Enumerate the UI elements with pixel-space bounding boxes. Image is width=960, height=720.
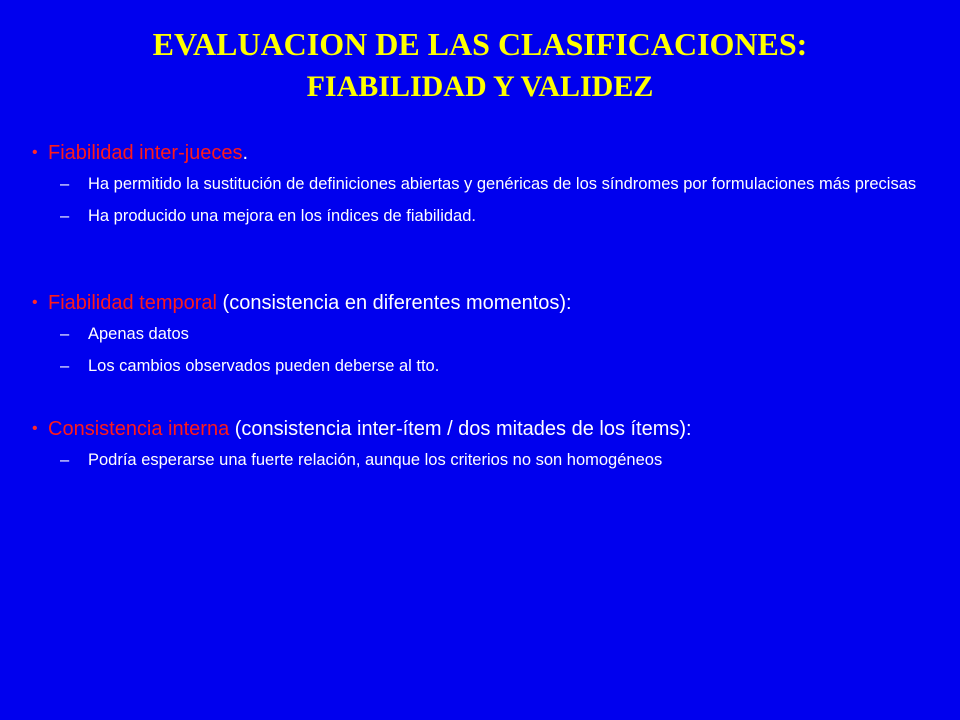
sub-dash: – [60, 451, 70, 469]
bullet-marker: • [32, 420, 38, 437]
bullet-block-inter-jueces [30, 140, 930, 227]
bullet-highlight: Fiabilidad temporal [48, 292, 217, 314]
sub-text: Ha producido una mejora en los índices de fiabilidad. [88, 207, 476, 225]
bullet-rest: (consistencia inter-ítem / dos mitades de los ítems): [229, 418, 692, 440]
bullet-rest: (consistencia en diferentes momentos): [216, 292, 572, 314]
sub-text: Podría esperarse una fuerte relación, aunque los criterios no son homogéneos [88, 451, 663, 469]
slide-title: EVALUACION DE LAS CLASIFICACIONES: [152, 26, 808, 62]
bullet-heading [30, 140, 930, 166]
sub-item [60, 449, 930, 471]
bullet-marker: • [32, 144, 38, 161]
sub-dash: – [60, 325, 70, 343]
sub-item [60, 205, 930, 227]
sub-dash: – [60, 357, 70, 375]
bullet-heading [30, 416, 930, 442]
bullet-marker: • [32, 294, 38, 311]
bullet-highlight: Consistencia interna [48, 418, 230, 440]
bullet-heading [30, 290, 930, 316]
sub-text: Apenas datos [88, 325, 189, 343]
sub-dash: – [60, 175, 70, 193]
bullet-block-temporal [30, 290, 930, 377]
sub-item [60, 355, 930, 377]
sub-item [60, 173, 930, 195]
sub-dash: – [60, 207, 70, 225]
sub-item [60, 323, 930, 345]
bullet-highlight: Fiabilidad inter-jueces [48, 142, 243, 164]
bullet-block-consistencia [30, 416, 930, 471]
slide-subtitle: FIABILIDAD Y VALIDEZ [306, 70, 654, 103]
sub-text: Los cambios observados pueden deberse al tto. [88, 357, 440, 375]
sub-text: Ha permitido la sustitución de definiciones abiertas y genéricas de los síndromes por formulaciones más precisas [88, 175, 917, 193]
bullet-rest: . [242, 142, 249, 164]
